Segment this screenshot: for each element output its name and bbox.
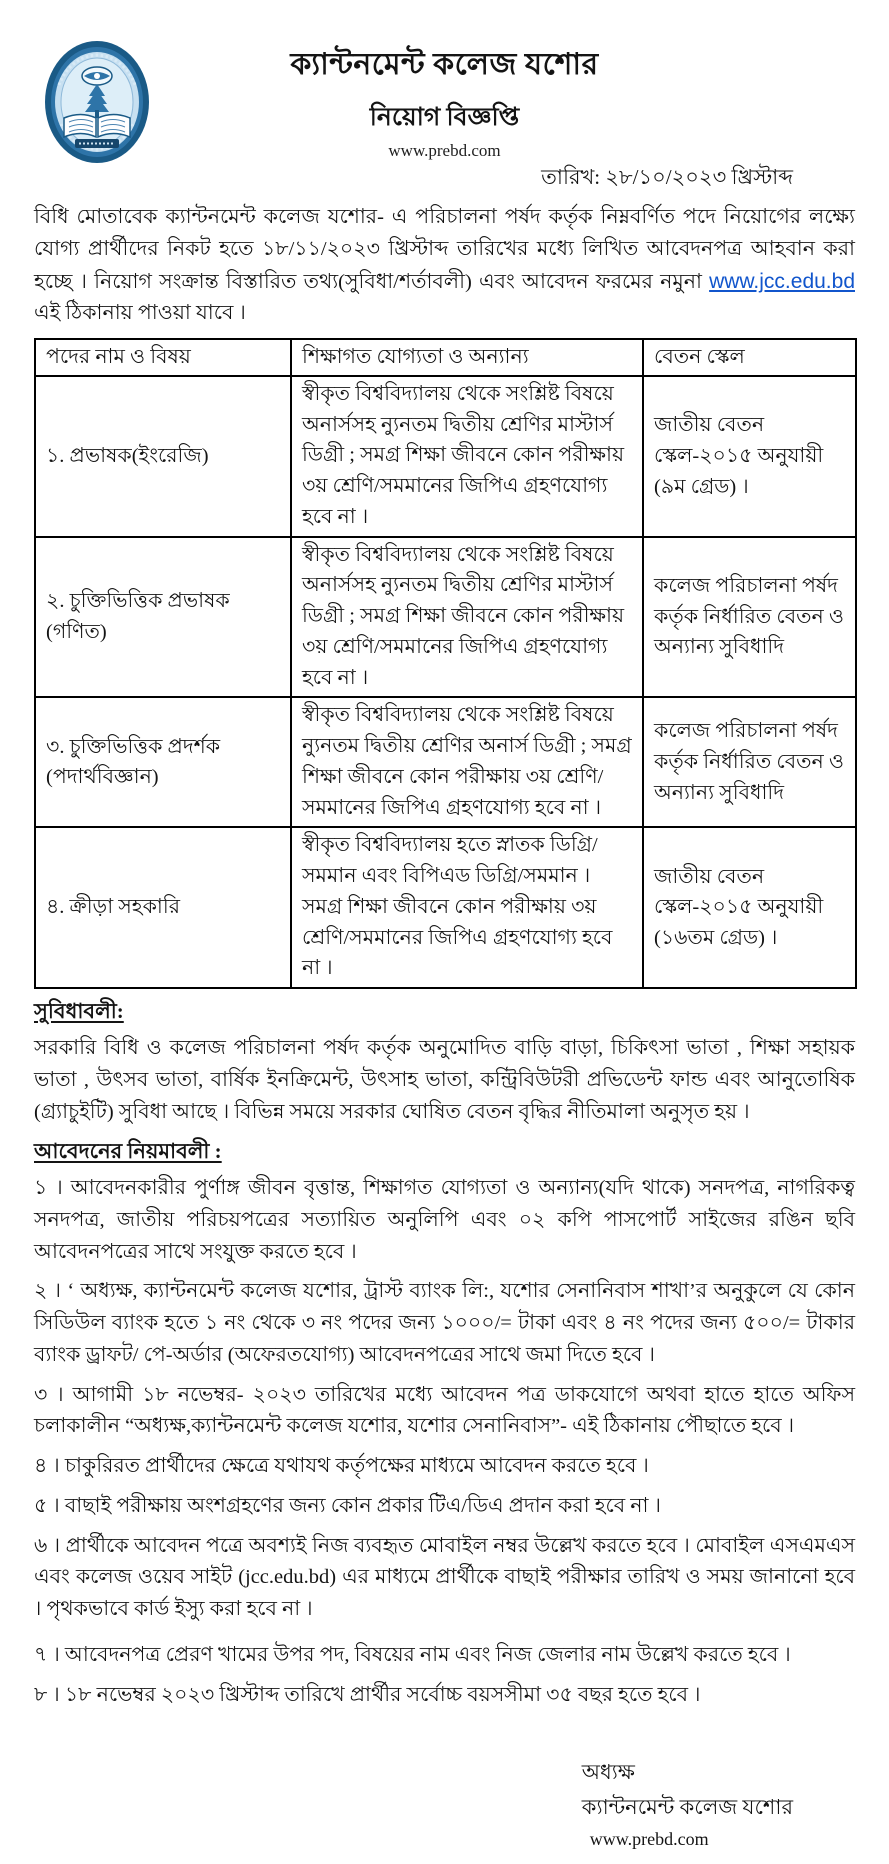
- intro-text-after-link: এই ঠিকানায় পাওয়া যাবে ।: [34, 302, 246, 325]
- qualification-cell: স্বীকৃত বিশ্ববিদ্যালয় থেকে সংশ্লিষ্ট বিষয়ে ন্যুনতম দ্বিতীয় শ্রেণির অনার্স ডিগ্রী ; সমগ্র শিক্ষা জীবনে কোন পরীক্ষায় ৩য় শ্রেণি/সমমানের জিপিএ গ্রহণযোগ্য হবে না ।: [291, 697, 643, 827]
- post-name-cell: ৪. ক্রীড়া সহকারি: [35, 827, 291, 988]
- column-header-pay-scale: বেতন স্কেল: [643, 339, 856, 376]
- date-line: তারিখ: ২৮/১০/২০২৩ খ্রিস্টাব্দ: [541, 165, 793, 189]
- posts-table: [34, 338, 857, 989]
- table-row: [35, 537, 856, 698]
- post-name-cell: ৩. চুক্তিভিত্তিক প্রদর্শক (পদার্থবিজ্ঞান): [35, 697, 291, 827]
- college-crest-logo: [44, 40, 150, 164]
- qualification-cell: স্বীকৃত বিশ্ববিদ্যালয় থেকে সংশ্লিষ্ট বিষয়ে অনার্সসহ ন্যুনতম দ্বিতীয় শ্রেণির মাস্টার্স ডিগ্রী ; সমগ্র শিক্ষা জীবনে কোন পরীক্ষায় ৩য় শ্রেণি/সমমানের জিপিএ গ্রহণযোগ্য হবে না ।: [291, 376, 643, 537]
- watermark-top: www.prebd.com: [388, 141, 501, 160]
- rule-item-3: ৩ । আগামী ১৮ নভেম্বর- ২০২৩ তারিখের মধ্যে আবেদন পত্র ডাকযোগে অথবা হাতে হাতে অফিস চলাকালীন “অধ্যক্ষ,ক্যান্টনমেন্ট কলেজ যশোর, যশোর সেনানিবাস”- এই ঠিকানায় পৌছাতে হবে ।: [34, 1383, 855, 1438]
- signature-institution: ক্যান্টনমেন্ট কলেজ যশোর: [581, 1795, 793, 1820]
- document-header: [0, 0, 889, 196]
- table-row: [35, 697, 856, 827]
- column-header-qualification: শিক্ষাগত যোগ্যতা ও অন্যান্য: [291, 339, 643, 376]
- rule-item-7: ৭ । আবেদনপত্র প্রেরণ খামের উপর পদ, বিষয়ের নাম এবং নিজ জেলার নাম উল্লেখ করতে হবে ।: [34, 1643, 791, 1666]
- pay-scale-cell: কলেজ পরিচালনা পর্ষদ কর্তৃক নির্ধারিত বেতন ও অন্যান্য সুবিধাদি: [643, 537, 856, 698]
- intro-text-before-link: বিধি মোতাবেক ক্যান্টনমেন্ট কলেজ যশোর- এ পরিচালনা পর্ষদ কর্তৃক নিম্নবর্ণিত পদে নিয়োগের লক্ষ্যে যোগ্য প্রার্থীদের নিকট হতে ১৮/১১/২০২৩ খ্রিস্টাব্দ তারিখের মধ্যে লিখিত আবেদনপত্র আহবান করা হচ্ছে । নিয়োগ সংক্রান্ত বিস্তারিত তথ্য(সুবিধা/শর্তাবলী) এবং আবেদন ফরমের নমুনা: [34, 206, 855, 293]
- pay-scale-cell: জাতীয় বেতন স্কেল-২০১৫ অনুযায়ী (১৬তম গ্রেড) ।: [643, 827, 856, 988]
- page-subtitle: নিয়োগ বিজ্ঞপ্তি: [369, 104, 520, 131]
- page-title: ক্যান্টনমেন্ট কলেজ যশোর: [290, 48, 599, 81]
- pay-scale-cell: কলেজ পরিচালনা পর্ষদ কর্তৃক নির্ধারিত বেতন ও অন্যান্য সুবিধাদি: [643, 697, 856, 827]
- table-row: [35, 827, 856, 988]
- qualification-cell: স্বীকৃত বিশ্ববিদ্যালয় থেকে সংশ্লিষ্ট বিষয়ে অনার্সসহ ন্যুনতম দ্বিতীয় শ্রেণির মাস্টার্স ডিগ্রী ; সমগ্র শিক্ষা জীবনে কোন পরীক্ষায় ৩য় শ্রেণি/সমমানের জিপিএ গ্রহণযোগ্য হবে না ।: [291, 537, 643, 698]
- jcc-website-link[interactable]: www.jcc.edu.bd: [709, 269, 855, 293]
- benefits-paragraph: সরকারি বিধি ও কলেজ পরিচালনা পর্ষদ কর্তৃক অনুমোদিত বাড়ি বাড়া, চিকিৎসা ভাতা , শিক্ষা সহায়ক ভাতা , উৎসব ভাতা, বার্ষিক ইনক্রিমেন্ট, উৎসাহ ভাতা, কন্ট্রিবিউটরী প্রভিডেন্ট ফান্ড এবং আনুতোষিক (গ্র্যাচুইটি) সুবিধা আছে । বিভিন্ন সময়ে সরকার ঘোষিত বেতন বৃদ্ধির নীতিমালা অনুসৃত হয় ।: [34, 1037, 855, 1123]
- table-header-row: [35, 339, 856, 376]
- column-header-post: পদের নাম ও বিষয়: [35, 339, 291, 376]
- rule-item-4: ৪ । চাকুরিরত প্রার্থীদের ক্ষেত্রে যথাযথ কর্তৃপক্ষের মাধ্যমে আবেদন করতে হবে ।: [34, 1455, 649, 1478]
- rule-item-8: ৮ । ১৮ নভেম্বর ২০২৩ খ্রিস্টাব্দ তারিখে প্রার্থীর সর্বোচ্চ বয়সসীমা ৩৫ বছর হতে হবে ।: [34, 1683, 701, 1706]
- signature-designation: অধ্যক্ষ: [581, 1760, 635, 1785]
- qualification-cell: স্বীকৃত বিশ্ববিদ্যালয় হতে স্নাতক ডিগ্রি/সমমান এবং বিপিএড ডিগ্রি/সমমান । সমগ্র শিক্ষা জীবনে কোন পরীক্ষায় ৩য় শ্রেণি/সমমানের জিপিএ গ্রহণযোগ্য হবে না ।: [291, 827, 643, 988]
- signature-watermark: www.prebd.com: [589, 1828, 709, 1849]
- rule-item-5: ৫ । বাছাই পরীক্ষায় অংশগ্রহণের জন্য কোন প্রকার টিএ/ডিএ প্রদান করা হবে না ।: [34, 1494, 661, 1517]
- rules-heading: আবেদনের নিয়মাবলী :: [34, 1138, 222, 1163]
- pay-scale-cell: জাতীয় বেতন স্কেল-২০১৫ অনুযায়ী (৯ম গ্রেড) ।: [643, 376, 856, 537]
- table-row: [35, 376, 856, 537]
- intro-paragraph: [34, 202, 855, 330]
- rule-item-6: ৬ । প্রার্থীকে আবেদন পত্রে অবশ্যই নিজ ব্যবহৃত মোবাইল নম্বর উল্লেখ করতে হবে । মোবাইল এসএমএস এবং কলেজ ওয়েব সাইট (jcc.edu.bd) এর মাধ্যমে প্রার্থীকে বাছাই পরীক্ষার তারিখ ও সময় জানানো হবে । পৃথকভাবে কার্ড ইস্যু করা হবে না ।: [34, 1534, 855, 1621]
- benefits-heading: সুবিধাবলী:: [34, 999, 124, 1024]
- college-crest-icon: [44, 40, 150, 164]
- post-name-cell: ১. প্রভাষক(ইংরেজি): [35, 376, 291, 537]
- signature-block: [582, 1755, 793, 1854]
- post-name-cell: ২. চুক্তিভিত্তিক প্রভাষক (গণিত): [35, 537, 291, 698]
- rule-item-2: ২ । ‘ অধ্যক্ষ, ক্যান্টনমেন্ট কলেজ যশোর, ট্রাস্ট ব্যাংক লি:, যশোর সেনানিবাস শাখা’র অনুকুলে যে কোন সিডিউল ব্যাংক হতে ১ নং থেকে ৩ নং পদের জন্য ১০০০/= টাকা এবং ৪ নং পদের জন্য ৫০০/= টাকার ব্যাংক ড্রাফট/ পে-অর্ডার (অফেরতযোগ্য) আবেদনপত্রের সাথে জমা দিতে হবে ।: [34, 1280, 855, 1366]
- rule-item-1: ১ । আবেদনকারীর পুর্ণাঙ্গ জীবন বৃত্তান্ত, শিক্ষাগত যোগ্যতা ও অন্যান্য(যদি থাকে) সনদপত্র, নাগরিকত্ব সনদপত্র, জাতীয় পরিচয়পত্রের সত্যায়িত অনুলিপি এবং ০২ কপি পাসপোর্ট সাইজের রঙিন ছবি আবেদনপত্রের সাথে সংযুক্ত করতে হবে ।: [34, 1176, 855, 1263]
